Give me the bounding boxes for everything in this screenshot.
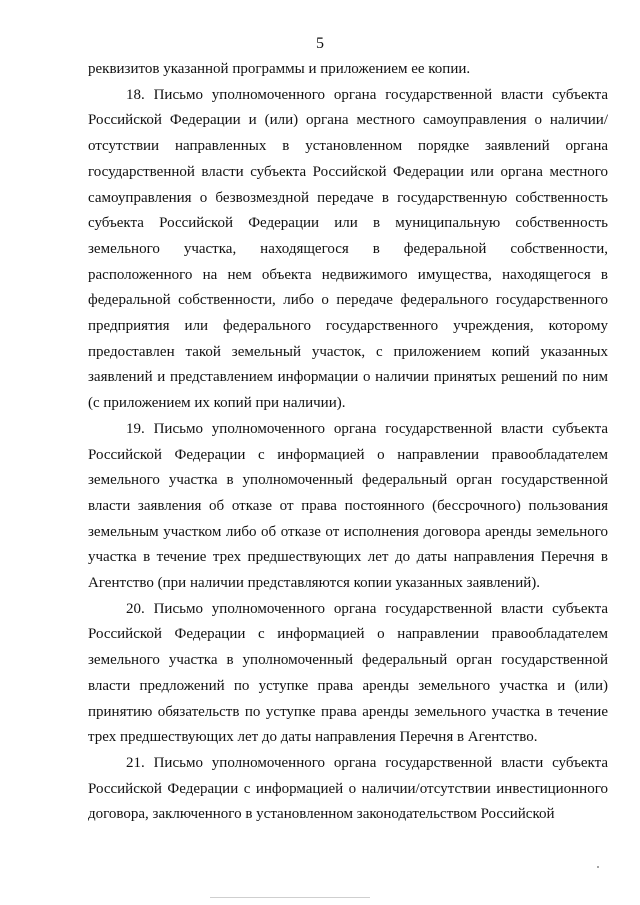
- scan-speck: [597, 866, 599, 868]
- document-body: [88, 57, 608, 828]
- paragraph-item-20: 20. Письмо уполномоченного органа государственной власти субъекта Российской Федерации с информацией о направлении правообладателем земельного участка в уполномоченный федеральный орган государственной власти предложений по уступке права аренды земельного участка и (или) принятию обязательств по уступке права аренды земельного участка в течение трех предшествующих лет до даты направления Перечня в Агентство.: [88, 600, 608, 746]
- paragraph-item-19: 19. Письмо уполномоченного органа государственной власти субъекта Российской Федерации с информацией о направлении правообладателем земельного участка в уполномоченный федеральный орган государственной власти заявления об отказе от права постоянного (бессрочного) пользования земельным участком либо об отказе от исполнения договора аренды земельного участка в течение трех предшествующих лет до даты направления Перечня в Агентство (при наличии представляются копии указанных заявлений).: [88, 420, 608, 592]
- paragraph-continuation: реквизитов указанной программы и приложением ее копии.: [88, 61, 471, 77]
- paragraph-item-18: 18. Письмо уполномоченного органа государственной власти субъекта Российской Федерации и (или) органа местного самоуправления о наличии/ отсутствии направленных в установленном порядке заявлений органа государственной власти субъекта Российской Федерации или органа местного самоуправления о безвозмездной передаче в государственную собственность субъекта Российской Федерации или в муниципальную собственность земельного участка, находящегося в федеральной собственности, расположенного на нем объекта недвижимого имущества, находящегося в федеральной собственности, либо о передаче федерального государственного предприятия или федерального государственного учреждения, которому предоставлен такой земельный участок, с приложением копий указанных заявлений и представлением информации о наличии принятых решений по ним (с приложением их копий при наличии).: [88, 86, 608, 412]
- scan-edge-mark: [210, 897, 370, 898]
- paragraph-item-21: 21. Письмо уполномоченного органа государственной власти субъекта Российской Федерации с информацией о наличии/отсутствии инвестиционного договора, заключенного в установленном законодательством Российской: [88, 754, 608, 823]
- page-number: 5: [316, 35, 324, 52]
